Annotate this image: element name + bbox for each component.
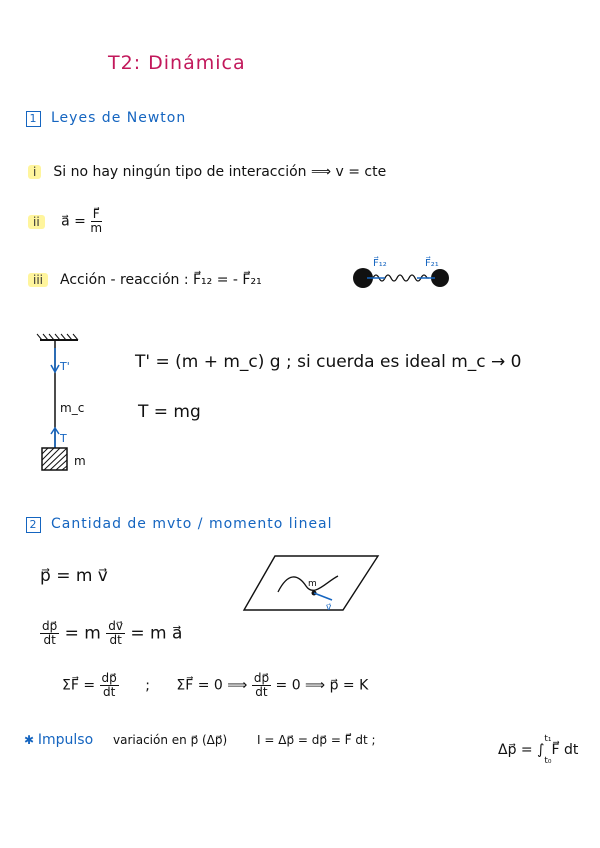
sum-denominator: dt [103, 685, 116, 699]
law-ii [28, 208, 102, 235]
law-iii-marker: iii [28, 273, 48, 287]
f12-label: F⃗₁₂ [373, 258, 387, 269]
impulse-row [24, 732, 382, 748]
sum-numerator: dp⃗ [101, 671, 117, 685]
impulse-integral [498, 728, 578, 772]
sum-fraction-2 [252, 672, 271, 699]
impulse-text: variación en p⃗ (Δp⃗) [113, 733, 228, 747]
law-ii-marker: ii [28, 215, 45, 229]
sum-rhs1: ΣF⃗ = 0 ⟹ [176, 677, 248, 694]
plane-mass-label: m [308, 579, 317, 589]
dp-dt-fraction [40, 620, 59, 647]
impulse-marker: ✱ [24, 733, 35, 747]
f21-label: F⃗₂₁ [425, 258, 439, 269]
sum-forces-equation [62, 672, 368, 699]
tension-equation-1: T' = (m + m_c) g ; si cuerda es ideal m_c → 0 [135, 352, 522, 372]
section-1-number: 1 [26, 111, 41, 127]
law-ii-fraction [90, 208, 102, 235]
dt-denominator: dt [43, 633, 56, 647]
sum-denominator-2: dt [255, 685, 268, 699]
integral-limits [544, 728, 551, 772]
dp-numerator: dp⃗ [42, 619, 58, 633]
section-2-number: 2 [26, 517, 41, 533]
sum-fraction [100, 672, 119, 699]
law-i [28, 164, 386, 180]
integral-lower: t₀ [544, 756, 552, 766]
law-iii-text: Acción - reacción : F⃗₁₂ = - F⃗₂₁ [60, 272, 262, 288]
section-1-heading [26, 110, 186, 127]
sum-separator: ; [145, 677, 150, 694]
plane-diagram [240, 552, 385, 614]
spring-diagram [345, 252, 460, 297]
impulse-eq3: F⃗ dt [551, 742, 579, 758]
law-i-marker: i [28, 165, 41, 179]
sum-numerator-2: dp⃗ [253, 671, 270, 685]
sum-lhs: ΣF⃗ = [62, 677, 96, 694]
tension-equation-2: T = mg [138, 402, 201, 422]
rope-mass-label: m_c [60, 401, 85, 415]
law-ii-lhs: a⃗ = [61, 213, 86, 230]
page-title: T2: Dinámica [108, 52, 246, 74]
t-prime-label: T' [60, 360, 70, 373]
t-label: T [60, 432, 67, 445]
velocity-label: v⃗ [326, 603, 332, 613]
deriv-rhs: = m a⃗ [130, 623, 183, 644]
velocity-arrow [314, 593, 332, 600]
sum-rhs2: = 0 ⟹ p⃗ = K [275, 677, 369, 694]
deriv-mid: = m [64, 623, 101, 644]
dt-denominator-2: dt [109, 633, 122, 647]
section-2-label: Cantidad de mvto / momento lineal [51, 516, 333, 532]
momentum-definition: p⃗ = m v⃗ [40, 566, 108, 586]
block-mass-label: m [74, 454, 86, 468]
block-hatch [42, 448, 67, 470]
law-i-text: Si no hay ningún tipo de interacción ⟹ v = cte [53, 164, 387, 180]
dv-dt-fraction [106, 620, 125, 647]
section-2-heading [26, 516, 333, 533]
law-iii [28, 272, 262, 288]
derivative-equation [40, 620, 182, 647]
rope-diagram [30, 330, 110, 478]
law-ii-denominator: m [90, 221, 103, 235]
impulse-eq2: Δp⃗ = ∫ [498, 742, 545, 758]
dv-numerator: dv⃗ [108, 619, 123, 633]
impulse-eq1: I = Δp⃗ = dp⃗ = F⃗ dt ; [257, 733, 376, 747]
section-1-label: Leyes de Newton [51, 110, 187, 126]
law-ii-numerator: F⃗ [92, 207, 100, 221]
impulse-label: Impulso [37, 732, 94, 748]
integral-upper: t₁ [544, 734, 552, 744]
